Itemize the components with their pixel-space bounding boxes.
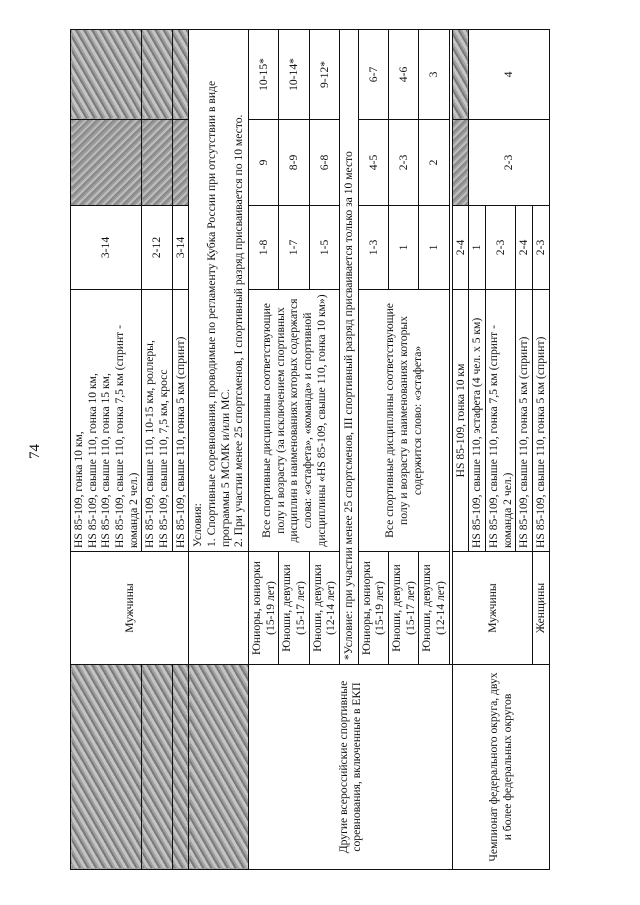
places-cell: 1-3 xyxy=(358,205,388,289)
group-cell: Юниоры, юниорки (15-19 лет) xyxy=(358,551,388,664)
places-cell: 4 xyxy=(469,29,549,119)
discipline-cell: HS 85-109, свыше 110, эстафета (4 чел. х 5 км) xyxy=(469,289,486,551)
shaded-cell xyxy=(452,119,469,205)
table-row xyxy=(249,29,279,869)
rotated-table-container xyxy=(70,30,575,870)
table-row xyxy=(71,29,142,869)
discipline-cell: HS 85-109, свыше 110, 10-15 км, роллеры, HS 85-109, свыше 110, 7,5 км, кросс xyxy=(142,289,172,551)
shaded-cell xyxy=(71,665,142,870)
places-cell: 2-3 xyxy=(533,205,550,289)
discipline-cell: HS 85-109, свыше 110, гонка 5 км (спринт) xyxy=(172,289,189,551)
places-cell: 3 xyxy=(419,29,449,119)
places-cell: 4-5 xyxy=(358,119,388,205)
discipline-cell: HS 85-109, свыше 110, гонка 7,5 км (спринт - команда 2 чел.) xyxy=(486,289,516,551)
shaded-cell xyxy=(142,119,172,205)
group-cell: Юноши, девушки (12-14 лет) xyxy=(419,551,449,664)
shaded-cell xyxy=(71,119,142,205)
places-cell: 2-12 xyxy=(142,205,172,289)
places-cell: 1-5 xyxy=(309,205,339,289)
shaded-cell xyxy=(172,29,189,119)
places-cell: 4-6 xyxy=(389,29,419,119)
shaded-cell xyxy=(172,665,189,870)
discipline-cell: Все спортивные дисциплины соответствующие полу и возрасту в наименованиях которых содержится слово: «эстафета» xyxy=(358,289,449,551)
places-cell: 2-3 xyxy=(486,205,516,289)
places-cell: 1 xyxy=(389,205,419,289)
table-row xyxy=(452,29,469,869)
conditions-note: Условия: 1. Спортивные соревнования, проводимые по регламенту Кубка России при отсутствии в виде программы 5 МСМК и/или МС. 2. При участии менее 25 спортсменов, I спортивный разряд присваивается по 10 место. xyxy=(189,29,249,551)
shaded-cell xyxy=(452,29,469,119)
footnote: *Условие: при участии менее 25 спортсменов, III спортивный разряд присваивается только за 10 место xyxy=(340,29,359,664)
places-cell: 1-8 xyxy=(249,205,279,289)
discipline-cell: HS 85-109, гонка 10 км, HS 85-109, свыше 110, гонка 10 км, HS 85-109, свыше 110, гонка 15 км, HS 85-109, свыше 110, гонка 7,5 км (спринт - команда 2 чел.) xyxy=(71,289,142,551)
page-number: 74 xyxy=(27,444,43,459)
group-cell: Мужчины xyxy=(71,551,189,664)
group-cell: Юноши, девушки (12-14 лет) xyxy=(309,551,339,664)
places-cell: 6-7 xyxy=(358,29,388,119)
shaded-cell xyxy=(142,665,172,870)
shaded-cell xyxy=(189,665,249,870)
conditions-row xyxy=(189,29,249,869)
places-cell: 3-14 xyxy=(172,205,189,289)
places-cell: 8-9 xyxy=(279,119,309,205)
group-cell: Мужчины xyxy=(452,551,532,664)
group-cell: Юноши, девушки (15-17 лет) xyxy=(279,551,309,664)
places-cell: 10-15* xyxy=(249,29,279,119)
ranking-table xyxy=(70,29,550,870)
places-cell: 2-4 xyxy=(452,205,469,289)
places-cell: 6-8 xyxy=(309,119,339,205)
section-title: Другие всероссийские спортивные соревнования, включенные в ЕКП xyxy=(249,665,453,870)
discipline-cell: HS 85-109, свыше 110, гонка 5 км (спринт) xyxy=(516,289,533,551)
shaded-cell xyxy=(142,29,172,119)
empty-cell xyxy=(189,551,249,664)
places-cell: 1-7 xyxy=(279,205,309,289)
shaded-cell xyxy=(172,119,189,205)
group-cell: Женщины xyxy=(533,551,550,664)
places-cell: 3-14 xyxy=(71,205,142,289)
places-cell: 2 xyxy=(419,119,449,205)
places-cell: 1 xyxy=(469,205,486,289)
discipline-cell: Все спортивные дисциплины соответствующие полу и возрасту (за исключением спортивных дисциплин в наименованиях которых содержатся слова: «эстафета», «команда» и спортивной дисциплины «HS 85-109, свыше 110, гонка 10 км») xyxy=(249,289,340,551)
group-cell: Юноши, девушки (15-17 лет) xyxy=(389,551,419,664)
places-cell: 10-14* xyxy=(279,29,309,119)
discipline-cell: HS 85-109, гонка 10 км xyxy=(452,289,469,551)
places-cell: 2-3 xyxy=(469,119,549,205)
places-cell: 2-4 xyxy=(516,205,533,289)
places-cell: 9-12* xyxy=(309,29,339,119)
group-cell: Юниоры, юниорки (15-19 лет) xyxy=(249,551,279,664)
discipline-cell: HS 85-109, свыше 110, гонка 5 км (спринт) xyxy=(533,289,550,551)
section-title: Чемпионат федерального округа, двух и более федеральных округов xyxy=(452,665,549,870)
places-cell: 2-3 xyxy=(389,119,419,205)
places-cell: 1 xyxy=(419,205,449,289)
shaded-cell xyxy=(71,29,142,119)
places-cell: 9 xyxy=(249,119,279,205)
table-row xyxy=(142,29,172,869)
table-row xyxy=(172,29,189,869)
